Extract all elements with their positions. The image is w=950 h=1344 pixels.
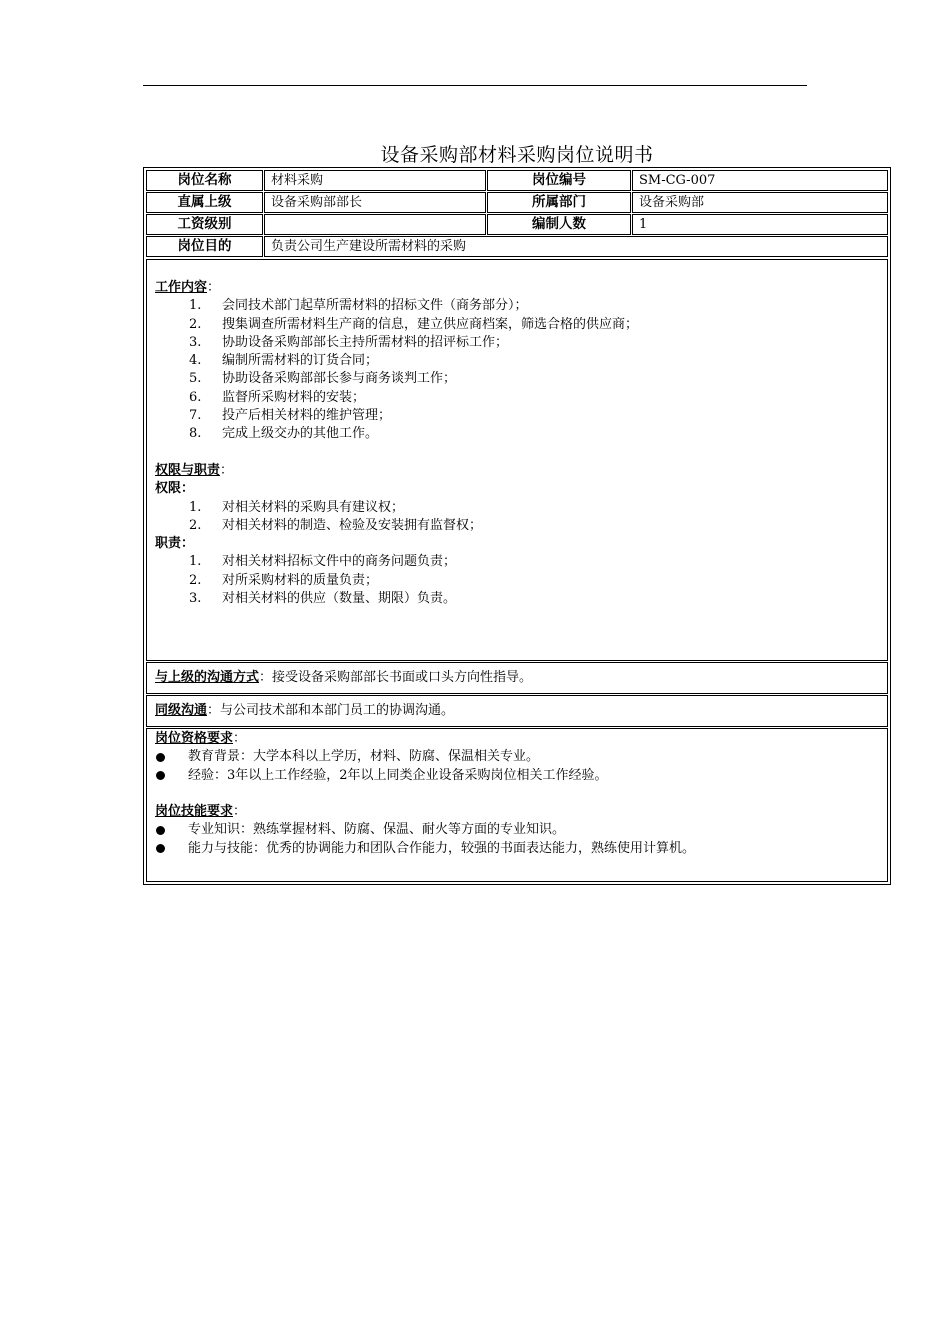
bullet-text: 专业知识：熟练掌握材料、防腐、保温、耐火等方面的专业知识。 xyxy=(188,822,566,838)
header-rule xyxy=(143,85,807,86)
item-text: 对相关材料招标文件中的商务问题负责； xyxy=(222,554,457,570)
item-number: 1. xyxy=(189,554,202,570)
department-label: 所属部门 xyxy=(487,192,631,213)
list-item xyxy=(155,316,879,334)
skills-heading: 岗位技能要求 xyxy=(155,804,234,820)
position-name-value: 材料采购 xyxy=(264,170,486,191)
rights-label: 权限： xyxy=(155,481,195,497)
info-row-purpose xyxy=(146,236,888,257)
info-row-salary xyxy=(146,214,888,235)
info-row-supervisor xyxy=(146,192,888,213)
salary-level-value xyxy=(264,214,486,235)
bullet-text: 教育背景：大学本科以上学历，材料、防腐、保温相关专业。 xyxy=(188,749,540,765)
item-number: 2. xyxy=(189,572,202,588)
item-number: 5. xyxy=(189,371,202,387)
item-number: 2. xyxy=(189,517,202,533)
salary-level-label: 工资级别 xyxy=(146,214,263,235)
authority-heading: 权限与职责 xyxy=(155,462,221,478)
qualifications-colon: ： xyxy=(233,731,247,746)
item-text: 对相关材料的采购具有建议权； xyxy=(222,499,405,515)
item-number: 4. xyxy=(189,353,202,369)
job-description-form xyxy=(143,167,891,885)
item-text: 协助设备采购部部长参与商务谈判工作； xyxy=(222,371,457,387)
list-item xyxy=(155,334,879,352)
headcount-label: 编制人数 xyxy=(487,214,631,235)
bullet-icon xyxy=(155,826,188,835)
headcount-value: 1 xyxy=(632,214,888,235)
item-text: 监督所采购材料的安装； xyxy=(222,389,366,405)
upward-communication-heading: 与上级的沟通方式 xyxy=(155,669,260,685)
document-title: 设备采购部材料采购岗位说明书 xyxy=(380,144,654,166)
bullet-item xyxy=(155,748,879,766)
skills-colon: ： xyxy=(233,804,247,820)
item-text: 搜集调查所需材料生产商的信息，建立供应商档案，筛选合格的供应商； xyxy=(222,316,639,332)
work-content-list xyxy=(155,297,879,443)
list-item xyxy=(155,499,879,517)
info-row-name xyxy=(146,170,888,191)
item-text: 投产后相关材料的维护管理； xyxy=(222,408,392,424)
item-number: 8. xyxy=(189,426,202,442)
bullet-icon xyxy=(155,771,188,780)
position-code-value: SM-CG-007 xyxy=(632,170,888,191)
bullet-item xyxy=(155,840,879,858)
authority-heading-line xyxy=(155,462,879,480)
duties-list xyxy=(155,553,879,608)
item-number: 7. xyxy=(189,408,202,424)
item-number: 1. xyxy=(189,298,202,314)
work-content-heading: 工作内容 xyxy=(155,280,208,295)
item-number: 3. xyxy=(189,591,202,607)
qualifications-heading-line xyxy=(155,730,879,748)
item-text: 完成上级交办的其他工作。 xyxy=(222,426,379,442)
work-content-colon: ： xyxy=(207,280,221,295)
item-text: 协助设备采购部部长主持所需材料的招评标工作； xyxy=(222,334,509,350)
list-item xyxy=(155,352,879,370)
list-item xyxy=(155,517,879,535)
purpose-value: 负责公司生产建设所需材料的采购 xyxy=(264,236,888,257)
work-content-heading-line xyxy=(155,279,879,297)
qualifications-heading: 岗位资格要求 xyxy=(155,731,234,746)
list-item xyxy=(155,425,879,443)
work-content-section xyxy=(146,259,888,661)
purpose-label: 岗位目的 xyxy=(146,236,263,257)
list-item xyxy=(155,389,879,407)
item-number: 6. xyxy=(189,389,202,405)
department-value: 设备采购部 xyxy=(632,192,888,213)
duties-label: 职责： xyxy=(155,536,195,552)
spacer xyxy=(155,785,879,803)
position-name-label: 岗位名称 xyxy=(146,170,263,191)
item-text: 对相关材料的制造、检验及安装拥有监督权； xyxy=(222,517,483,533)
bullet-text: 经验：3年以上工作经验，2年以上同类企业设备采购岗位相关工作经验。 xyxy=(188,767,608,783)
peer-communication-section xyxy=(146,695,888,727)
list-item xyxy=(155,553,879,571)
spacer xyxy=(155,444,879,462)
item-text: 对所采购材料的质量负责； xyxy=(222,572,379,588)
bullet-icon xyxy=(155,844,188,853)
list-item xyxy=(155,297,879,315)
list-item xyxy=(155,370,879,388)
position-code-label: 岗位编号 xyxy=(487,170,631,191)
upward-communication-text: ：接受设备采购部部长书面或口头方向性指导。 xyxy=(259,669,533,685)
list-item xyxy=(155,407,879,425)
supervisor-value: 设备采购部部长 xyxy=(264,192,486,213)
list-item xyxy=(155,590,879,608)
basic-info-table xyxy=(145,169,889,258)
item-text: 会同技术部门起草所需材料的招标文件（商务部分）； xyxy=(222,298,528,314)
authority-colon: ： xyxy=(220,462,234,478)
skills-heading-line xyxy=(155,803,879,821)
supervisor-label: 直属上级 xyxy=(146,192,263,213)
item-number: 3. xyxy=(189,334,202,350)
item-number: 2. xyxy=(189,316,202,332)
peer-communication-text: ：与公司技术部和本部门员工的协调沟通。 xyxy=(207,702,455,718)
bullet-item xyxy=(155,821,879,839)
requirements-section xyxy=(146,728,888,882)
list-item xyxy=(155,572,879,590)
rights-list xyxy=(155,499,879,536)
skills-list xyxy=(155,821,879,858)
upward-communication-section xyxy=(146,662,888,694)
item-number: 1. xyxy=(189,499,202,515)
qualifications-list xyxy=(155,748,879,785)
bullet-text: 能力与技能：优秀的协调能力和团队合作能力，较强的书面表达能力，熟练使用计算机。 xyxy=(188,840,696,856)
item-text: 编制所需材料的订货合同； xyxy=(222,353,379,369)
item-text: 对相关材料的供应（数量、期限）负责。 xyxy=(222,591,457,607)
peer-communication-heading: 同级沟通 xyxy=(155,702,208,718)
bullet-icon xyxy=(155,753,188,762)
bullet-item xyxy=(155,767,879,785)
